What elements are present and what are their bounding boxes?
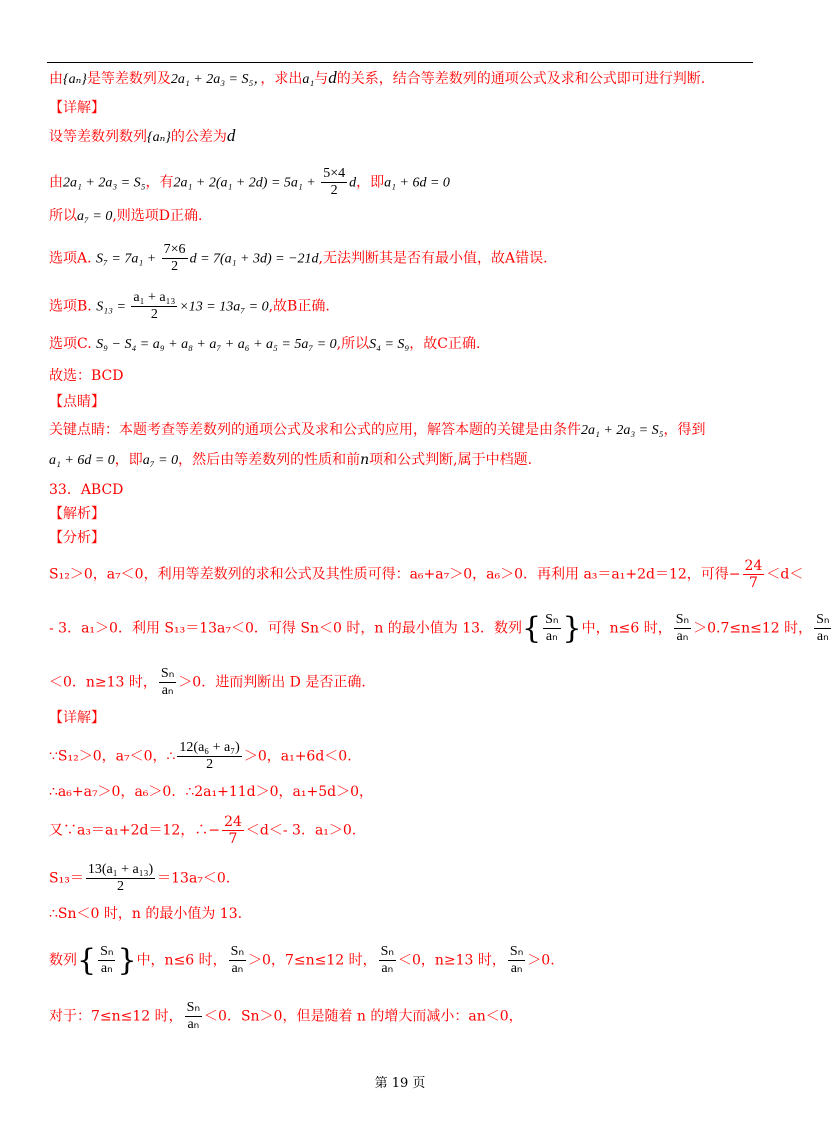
- detail2-line-5: ∴Sn＜0 时，n 的最小值为 13.: [49, 906, 243, 922]
- fraction: $\frac{24}{7}$: [744, 558, 763, 591]
- analysis2-line-2: - 3．a₁＞0．利用 S₁₃＝13a₇＜0．可得 Sn＜0 时，n 的最小值为 13．数列{ $\frac{\text{Sₙ}}{\text{aₙ}}$ }中，n≤6 时， $\frac{\text{Sₙ}}{\text{aₙ}}$ ＞0.7≤n≤12 时， $\frac{\text{Sₙ}}{\text{aₙ}}$: [49, 610, 830, 646]
- answer-line: 故选：BCD: [49, 368, 124, 384]
- analysis-line-1: 由{aₙ}是等差数列及2a₁ + 2a₃ = S₅，，求出a₁与d的关系，结合等差数列的通项公式及求和公式即可进行判断.: [49, 68, 706, 87]
- option-a-line: 选项A. S₇ = 7a₁ + $\frac{7\times 6}{2}$ d = 7(a₁ + 3d) = −21d,无法判断其是否有最小值，故A错误.: [49, 242, 548, 274]
- fraction: $\frac{\text{Sₙ}}{\text{aₙ}}$: [675, 612, 690, 644]
- option-c-line: 选项C. S₉ − S₄ = a₉ + a₈ + a₇ + a₆ + a₅ = 5a₇ = 0,所以S₄ = S₉，故C正确.: [49, 336, 481, 352]
- detail-heading-1: 【详解】: [49, 100, 105, 116]
- detail2-line-2: ∴a₆+a₇＞0，a₆＞0．∴2a₁+11d＞0，a₁+5d＞0，: [49, 784, 373, 800]
- detail-line-1: 设等差数列数列{aₙ}的公差为d: [49, 126, 236, 145]
- detail2-line-4: S₁₃＝ $\frac{\text{13(a₁ + a₁₃)}}{2}$ ＝13a₇＜0.: [49, 862, 231, 894]
- fraction: $\frac{7\times 6}{2}$: [163, 242, 186, 274]
- fraction: $\frac{\text{Sₙ}}{\text{aₙ}}$: [230, 944, 245, 976]
- fraction: $\frac{\text{Sₙ}}{\text{aₙ}}$: [509, 944, 524, 976]
- comment-heading: 【点睛】: [49, 394, 105, 410]
- option-b-line: 选项B. S₁₃ = $\frac{\text{a₁ + a₁₃}}{2}$ ×13 = 13a₇ = 0,故B正确.: [49, 290, 330, 322]
- fraction: $\frac{\text{Sₙ}}{\text{aₙ}}$: [816, 612, 830, 644]
- solution-heading: 【解析】: [49, 506, 105, 522]
- page-number: 第 19 页: [374, 1076, 426, 1091]
- analysis2-line-1: S₁₂＞0，a₇＜0，利用等差数列的求和公式及其性质可得：a₆+a₇＞0，a₆＞0．再利用 a₃＝a₁+2d＝12，可得− $\frac{24}{7}$ ＜d＜: [49, 558, 804, 591]
- detail-line-2: 由2a₁ + 2a₃ = S₅，有2a₁ + 2(a₁ + 2d) = 5a₁ + $\frac{5\times 4}{2}$ d，即a₁ + 6d = 0: [49, 166, 450, 198]
- detail-line-3: 所以a₇ = 0,则选项D正确.: [49, 208, 203, 224]
- fraction: $\frac{\text{12(a₆ + a₇)}}{2}$: [179, 740, 240, 772]
- fraction: $\frac{\text{Sₙ}}{\text{aₙ}}$: [100, 944, 114, 976]
- fraction: $\frac{\text{Sₙ}}{\text{aₙ}}$: [545, 612, 559, 644]
- fraction: $\frac{\text{Sₙ}}{\text{aₙ}}$: [186, 1000, 201, 1032]
- fraction: $\frac{\text{a₁ + a₁₃}}{2}$: [133, 290, 176, 322]
- comment-line-1: 关键点睛：本题考查等差数列的通项公式及求和公式的应用，解答本题的关键是由条件2a₁ + 2a₃ = S₅，得到: [49, 422, 706, 438]
- question-number: 33．ABCD: [49, 482, 124, 498]
- fraction: $\frac{\text{Sₙ}}{\text{aₙ}}$: [380, 944, 394, 976]
- fraction: $\frac{\text{13(a₁ + a₁₃)}}{2}$: [87, 862, 154, 894]
- fraction: $\frac{5\times 4}{2}$: [323, 166, 346, 198]
- detail2-line-3: 又∵a₃＝a₁+2d＝12，∴− $\frac{24}{7}$ ＜d＜- 3．a₁＞0.: [49, 814, 357, 847]
- fraction: $\frac{24}{7}$: [224, 814, 242, 847]
- detail-heading-2: 【详解】: [49, 710, 105, 726]
- analysis-heading: 【分析】: [49, 530, 105, 546]
- comment-line-2: a₁ + 6d = 0，即a₇ = 0，然后由等差数列的性质和前n项和公式判断,属于中档题.: [49, 452, 533, 468]
- detail2-line-6: 数列{ $\frac{\text{Sₙ}}{\text{aₙ}}$ }中，n≤6 时， $\frac{\text{Sₙ}}{\text{aₙ}}$ ＞0，7≤n≤12 时， $\frac{\text{Sₙ}}{\text{aₙ}}$ ＜0，n≥13 时， $\frac{\text{Sₙ}}{\text{aₙ}}$ ＞0.: [49, 942, 555, 978]
- detail2-line-1: ∵S₁₂＞0，a₇＜0，∴ $\frac{\text{12(a₆ + a₇)}}{2}$ ＞0，a₁+6d＜0.: [49, 740, 352, 772]
- fraction: $\frac{\text{Sₙ}}{\text{aₙ}}$: [160, 666, 175, 698]
- detail2-line-7: 对于：7≤n≤12 时， $\frac{\text{Sₙ}}{\text{aₙ}}$ ＜0．Sn＞0，但是随着 n 的增大而减小：an＜0，: [49, 1000, 523, 1032]
- analysis2-line-3: ＜0．n≥13 时， $\frac{\text{Sₙ}}{\text{aₙ}}$ ＞0．进而判断出 D 是否正确．: [49, 666, 376, 698]
- top-rule: [47, 62, 753, 63]
